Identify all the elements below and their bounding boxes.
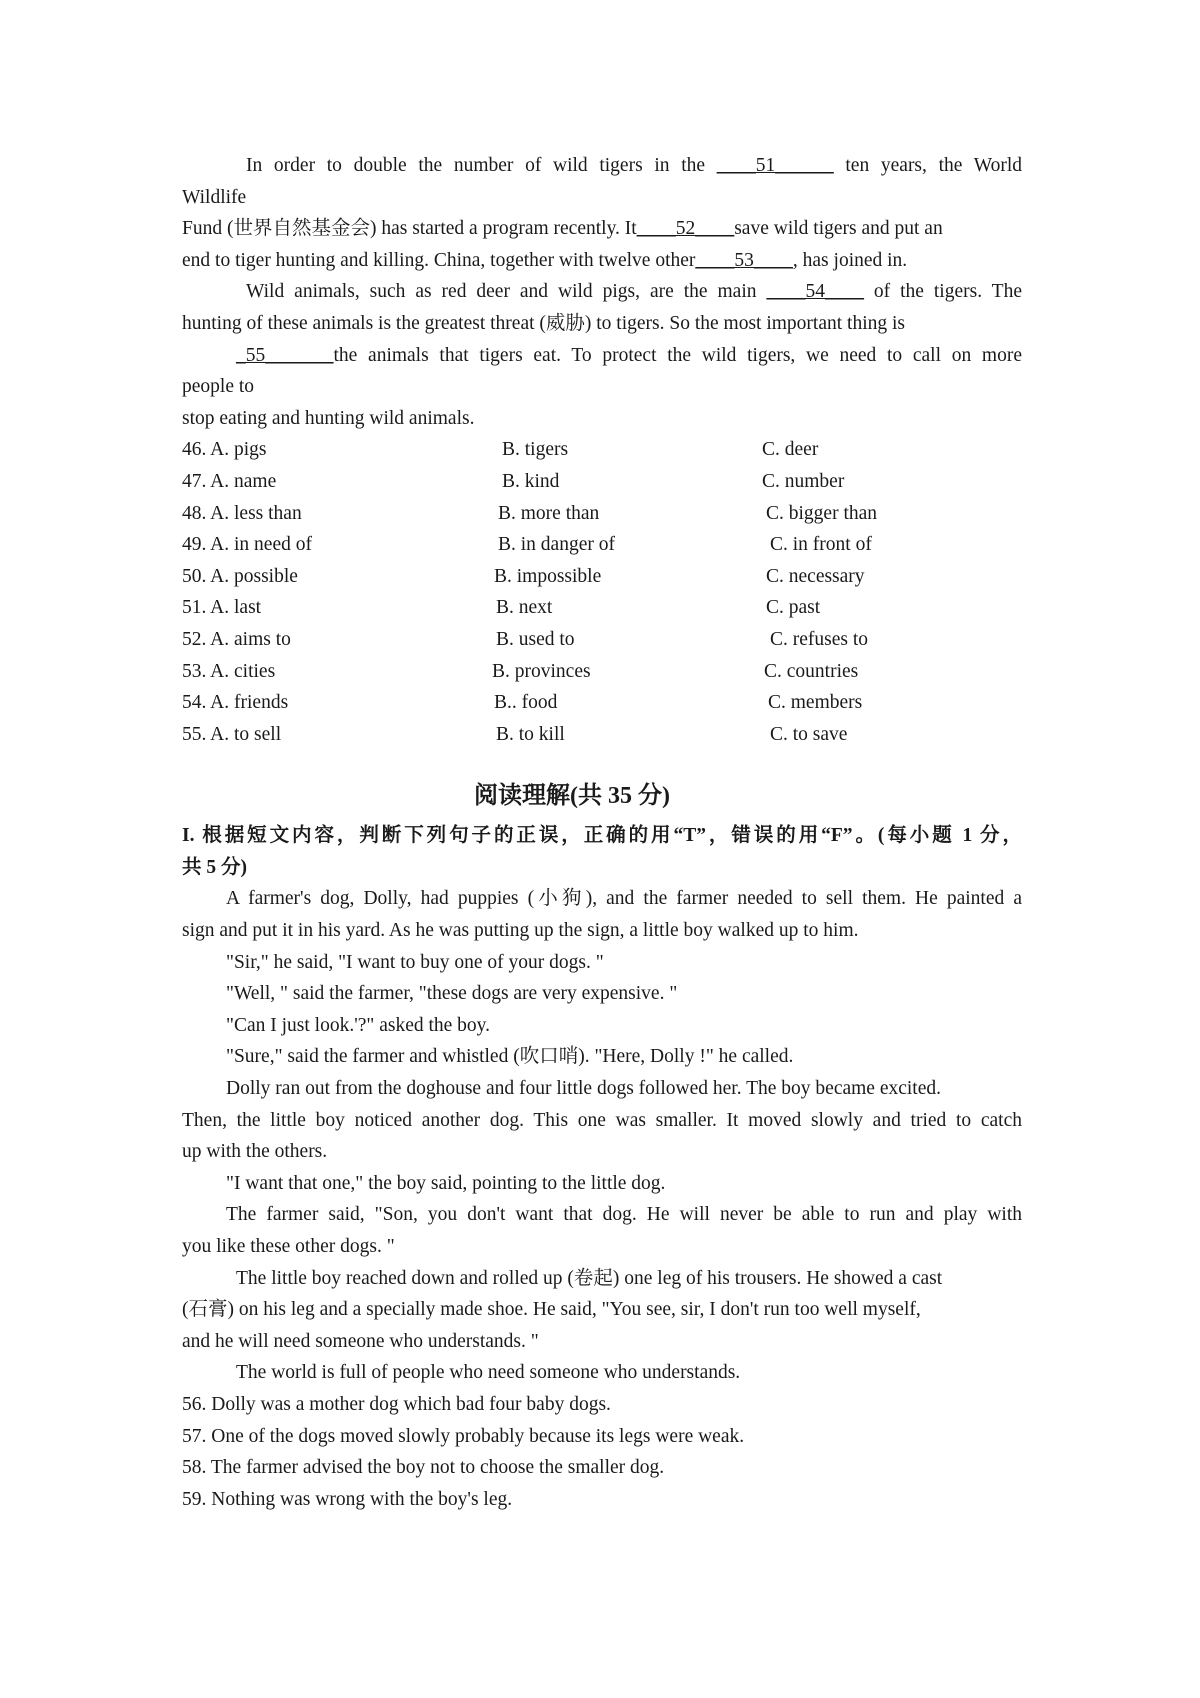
option-a: 47. A. name bbox=[182, 470, 277, 492]
option-a: 50. A. possible bbox=[182, 565, 298, 587]
cloze-line: Wildlife bbox=[182, 186, 247, 208]
option-c: C. past bbox=[766, 597, 821, 619]
option-a: 54. A. friends bbox=[182, 692, 289, 714]
option-b: B. used to bbox=[496, 628, 575, 650]
question-item: 57. One of the dogs moved slowly probably because its legs were weak. bbox=[182, 1425, 745, 1447]
cloze-line: _55_______the animals that tigers eat. To protect the wild tigers, we need to call on more bbox=[236, 344, 1022, 366]
blank-53: ____53____ bbox=[695, 249, 793, 271]
option-b: B. in danger of bbox=[498, 534, 615, 556]
option-b: B. kind bbox=[502, 470, 560, 492]
option-row bbox=[182, 466, 1022, 498]
story-line: sign and put it in his yard. As he was putting up the sign, a little boy walked up to him. bbox=[182, 920, 859, 942]
cloze-line: people to bbox=[182, 376, 255, 398]
option-a: 51. A. last bbox=[182, 597, 262, 619]
option-b: B.. food bbox=[494, 692, 558, 714]
option-c: C. deer bbox=[762, 439, 819, 461]
option-row bbox=[182, 719, 1022, 751]
option-a: 49. A. in need of bbox=[182, 534, 312, 556]
story-line: A farmer's dog, Dolly, had puppies (小狗), and the farmer needed to sell them. He painted a bbox=[226, 888, 1022, 910]
story-line: The world is full of people who need someone who understands. bbox=[236, 1362, 741, 1384]
option-b: B. to kill bbox=[496, 723, 565, 745]
story-line: and he will need someone who understands. " bbox=[182, 1330, 539, 1352]
blank-51: ____51______ bbox=[716, 155, 834, 176]
question-item: 59. Nothing was wrong with the boy's leg. bbox=[182, 1488, 513, 1510]
option-row bbox=[182, 592, 1022, 624]
option-b: B. impossible bbox=[494, 565, 602, 587]
story-line: "I want that one," the boy said, pointing to the little dog. bbox=[226, 1172, 666, 1194]
cloze-line: In order to double the number of wild tigers in the ____51______ ten years, the World bbox=[246, 155, 1022, 176]
option-a: 53. A. cities bbox=[182, 660, 276, 682]
story-line: The farmer said, "Son, you don't want that dog. He will never be able to run and play with bbox=[226, 1204, 1022, 1226]
option-b: B. tigers bbox=[502, 439, 569, 461]
story-line: Then, the little boy noticed another dog. This one was smaller. It moved slowly and tried to catch bbox=[182, 1109, 1022, 1131]
option-b: B. more than bbox=[498, 502, 600, 524]
option-a: 46. A. pigs bbox=[182, 439, 267, 461]
story-line: up with the others. bbox=[182, 1141, 328, 1163]
blank-52: ____52____ bbox=[636, 218, 735, 240]
option-row bbox=[182, 687, 1022, 719]
option-c: C. bigger than bbox=[766, 502, 878, 524]
option-row bbox=[182, 561, 1022, 593]
option-row bbox=[182, 529, 1022, 561]
options-list bbox=[182, 434, 1022, 750]
document-page bbox=[182, 150, 1022, 1515]
option-c: C. number bbox=[762, 470, 845, 492]
option-b: B. next bbox=[496, 597, 553, 619]
cloze-line: Wild animals, such as red deer and wild pigs, are the main ____54____ of the tigers. The bbox=[246, 281, 1022, 303]
story-line: "Well, " said the farmer, "these dogs are very expensive. " bbox=[226, 983, 678, 1005]
question-item: 58. The farmer advised the boy not to choose the smaller dog. bbox=[182, 1457, 665, 1479]
option-c: C. in front of bbox=[770, 534, 872, 556]
option-b: B. provinces bbox=[492, 660, 591, 682]
option-c: C. necessary bbox=[766, 565, 865, 587]
option-row bbox=[182, 656, 1022, 688]
blank-54: ____54____ bbox=[766, 281, 864, 303]
cloze-line: stop eating and hunting wild animals. bbox=[182, 407, 475, 429]
option-row bbox=[182, 498, 1022, 530]
option-c: C. countries bbox=[764, 660, 859, 682]
option-a: 52. A. aims to bbox=[182, 628, 291, 650]
story-line: (石膏) on his leg and a specially made shoe. He said, "You see, sir, I don't run too well myself, bbox=[182, 1299, 921, 1321]
story-line: "Can I just look.'?" asked the boy. bbox=[226, 1014, 491, 1036]
cloze-passage bbox=[182, 150, 1022, 434]
story-line: Dolly ran out from the doghouse and four little dogs followed her. The boy became excited. bbox=[226, 1078, 941, 1100]
section-heading: 阅读理解(共 35 分) bbox=[474, 783, 670, 810]
story-line: you like these other dogs. " bbox=[182, 1236, 395, 1257]
cloze-line: hunting of these animals is the greatest threat (威胁) to tigers. So the most important thing is bbox=[182, 312, 906, 334]
story-line: The little boy reached down and rolled up (卷起) one leg of his trousers. He showed a cast bbox=[236, 1267, 943, 1289]
option-c: C. refuses to bbox=[770, 628, 869, 650]
story-passage bbox=[182, 883, 1022, 1389]
option-row bbox=[182, 624, 1022, 656]
option-a: 48. A. less than bbox=[182, 502, 302, 524]
question-list bbox=[182, 1389, 1022, 1515]
option-c: C. to save bbox=[770, 723, 848, 745]
option-a: 55. A. to sell bbox=[182, 723, 282, 745]
question-item: 56. Dolly was a mother dog which bad four baby dogs. bbox=[182, 1393, 611, 1415]
option-row bbox=[182, 434, 1022, 466]
story-line: "Sir," he said, "I want to buy one of your dogs. " bbox=[226, 951, 604, 973]
cloze-line: end to tiger hunting and killing. China, together with twelve other____53____, has joined in. bbox=[182, 249, 908, 271]
cloze-line: Fund (世界自然基金会) has started a program recently. It____52____save wild tigers and put an bbox=[182, 218, 943, 240]
blank-55: _55_______ bbox=[236, 344, 334, 366]
option-c: C. members bbox=[768, 692, 863, 714]
story-line: "Sure," said the farmer and whistled (吹口哨). "Here, Dolly !" he called. bbox=[226, 1046, 794, 1068]
instruction: I. 根据短文内容，判断下列句子的正误，正确的用“T”，错误的用“F”。(每小题 1 分， 共 5 分) bbox=[182, 825, 1022, 878]
